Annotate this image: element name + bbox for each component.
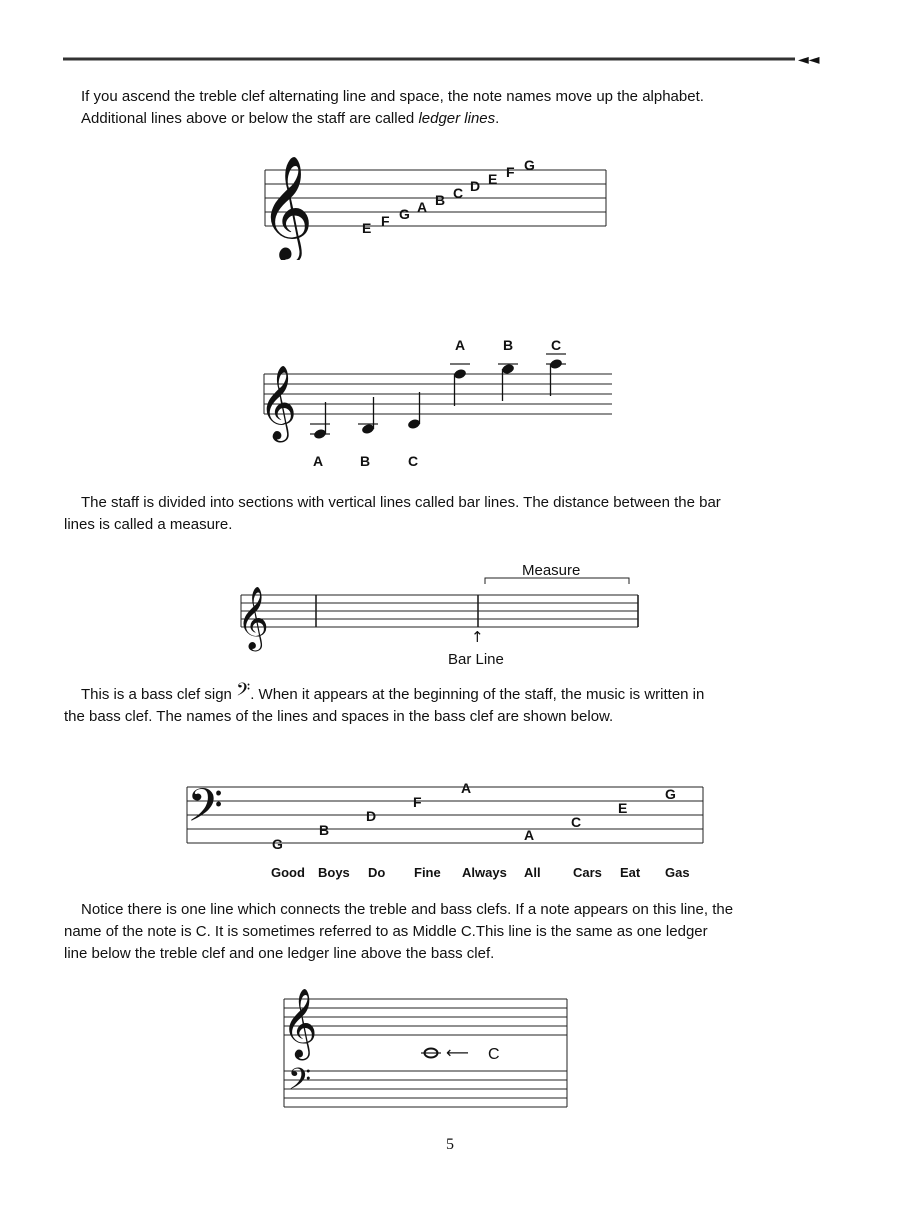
note-label: D (366, 808, 377, 824)
paragraph2-line1: The staff is divided into sections with vertical lines called bar lines. The distance between the bar (81, 494, 721, 511)
note-label: D (470, 178, 481, 194)
left-arrow-icon: ⟵ (446, 1043, 469, 1062)
note-label: A (461, 780, 472, 796)
note-label: C (408, 453, 419, 469)
middle-c-note (421, 1049, 441, 1058)
note-label: E (618, 800, 628, 816)
mnemonic-word: Good (271, 865, 305, 880)
bar-line-label: Bar Line (448, 651, 504, 668)
paragraph1-line1: If you ascend the treble clef alternating line and space, the note names move up the alphabet. (81, 88, 704, 105)
mnemonic-word: Gas (665, 865, 690, 880)
mnemonic-word: Fine (414, 865, 441, 880)
paragraph1-line2-pre: Additional lines above or below the staff are called (81, 110, 419, 127)
note-label: G (272, 836, 283, 852)
middle-c-label: C (488, 1046, 500, 1063)
treble-clef-icon: 𝄞 (282, 988, 318, 1058)
treble-clef-icon: 𝄞 (259, 366, 297, 440)
bass-clef-icon: 𝄢 (288, 1063, 312, 1104)
mnemonic-word: Always (462, 865, 507, 880)
treble-clef-icon: 𝄞 (237, 586, 269, 649)
paragraph2-line2: lines is called a measure. (64, 516, 233, 533)
note-label: E (362, 220, 372, 236)
mnemonic-word: Do (368, 865, 386, 880)
note-label: E (488, 171, 498, 187)
note-label: B (319, 822, 330, 838)
note-label: G (399, 206, 410, 222)
mnemonic-word: Boys (318, 865, 350, 880)
note-label: G (665, 786, 676, 802)
note-label: A (313, 453, 324, 469)
ledger-lines-term: ledger lines (418, 110, 496, 127)
measure-label: Measure (522, 562, 581, 579)
note-label: A (455, 337, 466, 353)
note-label: C (453, 185, 464, 201)
bass-clef-icon: 𝄢 (187, 779, 224, 844)
note-label: G (524, 157, 535, 173)
header-arrows-icon: ◄◄ (798, 52, 820, 68)
paragraph1-line2-post: . (495, 110, 500, 127)
note-label: A (417, 199, 428, 215)
paragraph3-line2: the bass clef. The names of the lines and spaces in the bass clef are shown below. (64, 708, 614, 725)
paragraph4-line1: Notice there is one line which connects the treble and bass clefs. If a note appears on this line, the (81, 901, 734, 918)
note-label: B (435, 192, 446, 208)
note-label: C (571, 814, 582, 830)
mnemonic-word: Eat (620, 865, 641, 880)
note-label: B (503, 337, 514, 353)
note-label: F (413, 794, 422, 810)
paragraph4-line3: line below the treble clef and one ledger line above the bass clef. (64, 945, 495, 962)
up-arrow-icon: ↑ (471, 628, 484, 646)
note-label: B (360, 453, 371, 469)
mnemonic-word: Cars (573, 865, 602, 880)
mnemonic-word: All (524, 865, 541, 880)
bass-clef-icon: 𝄢 (236, 680, 251, 705)
note-label: A (524, 827, 535, 843)
paragraph3-line1-pre: This is a bass clef sign (81, 686, 237, 703)
treble-clef-icon: 𝄞 (260, 155, 314, 260)
paragraph3-line1-post: . When it appears at the beginning of the staff, the music is written in (250, 686, 705, 703)
paragraph4-line2: name of the note is C. It is sometimes referred to as Middle C.This line is the same as one ledger (64, 923, 708, 940)
page-number: 5 (446, 1136, 454, 1153)
note-label: F (506, 164, 515, 180)
note-label: F (381, 213, 390, 229)
note-label: C (551, 337, 562, 353)
